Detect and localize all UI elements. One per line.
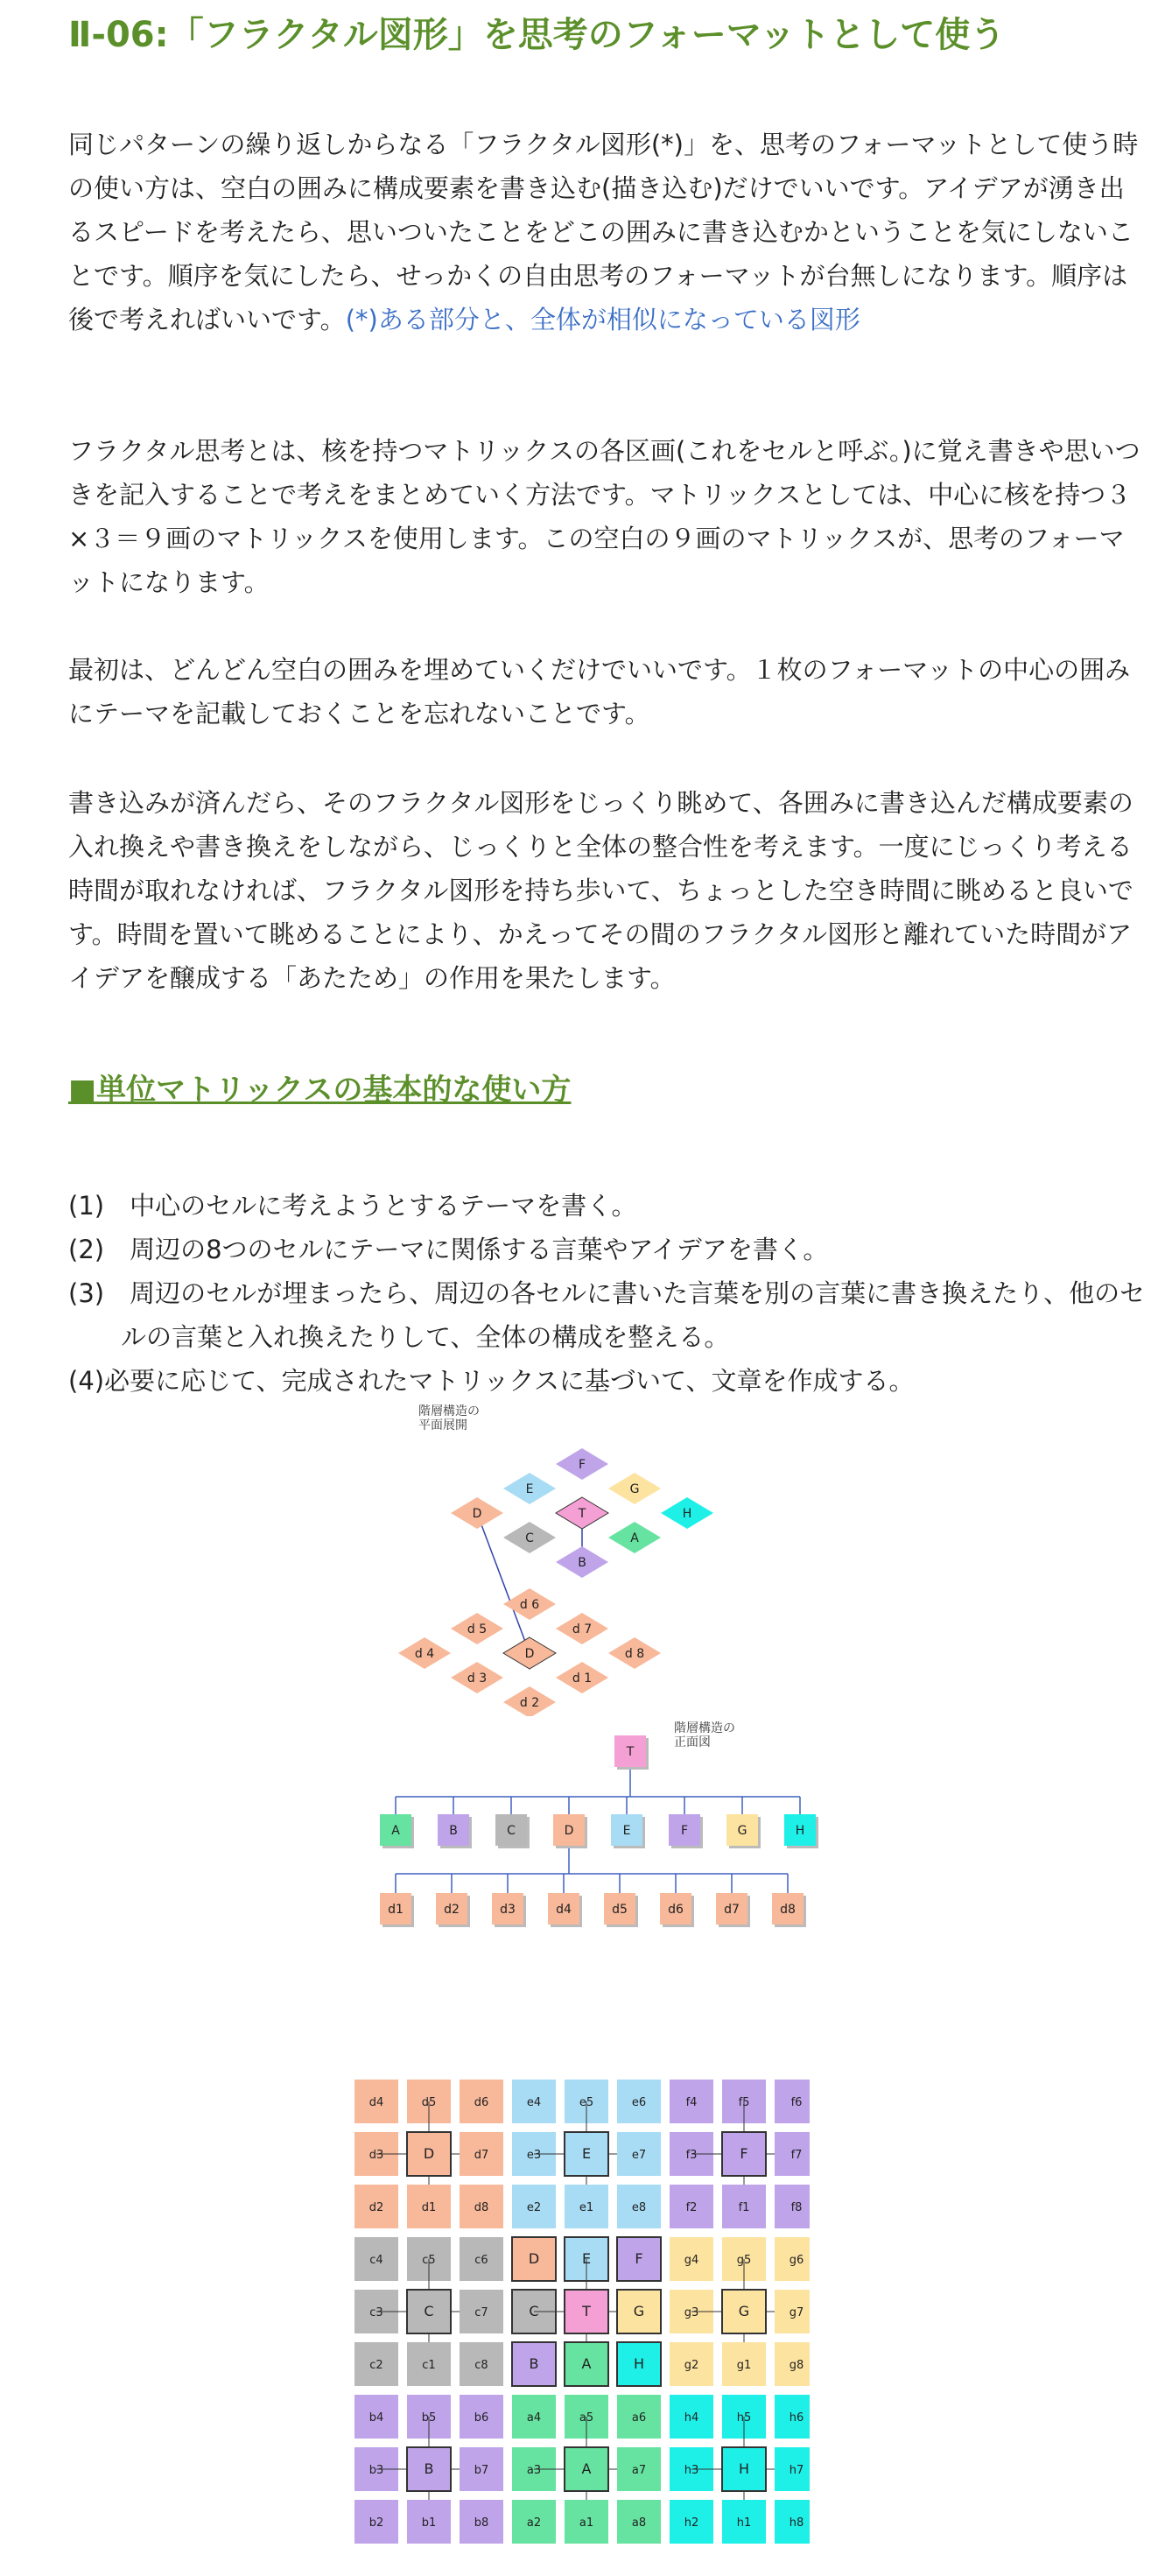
svg-text:f4: f4 xyxy=(685,2096,698,2109)
svg-text:G: G xyxy=(737,1824,747,1838)
svg-text:F: F xyxy=(680,1824,689,1838)
svg-text:d5: d5 xyxy=(421,2096,437,2109)
svg-text:A: A xyxy=(581,2460,592,2477)
svg-text:h3: h3 xyxy=(684,2464,699,2477)
svg-text:d 6: d 6 xyxy=(519,1598,540,1612)
svg-text:b5: b5 xyxy=(421,2411,437,2425)
svg-text:e5: e5 xyxy=(579,2096,594,2109)
tree-level1-node xyxy=(669,1814,703,1848)
plan-diagram-svg xyxy=(350,1401,805,1716)
tree-level2-node xyxy=(492,1893,526,1927)
svg-text:g6: g6 xyxy=(789,2254,804,2267)
svg-text:h7: h7 xyxy=(789,2464,804,2477)
svg-text:d4: d4 xyxy=(556,1903,572,1917)
matrix-cell xyxy=(460,2500,503,2544)
svg-text:T: T xyxy=(626,1745,635,1759)
svg-text:c3: c3 xyxy=(369,2306,383,2319)
svg-text:b4: b4 xyxy=(368,2411,384,2425)
tree-level1-node xyxy=(726,1814,761,1848)
svg-text:a1: a1 xyxy=(579,2516,594,2530)
plan-sub-cell xyxy=(556,1662,608,1693)
tree-level2-node xyxy=(436,1893,470,1927)
svg-text:D: D xyxy=(528,2250,540,2267)
tree-level1-node xyxy=(495,1814,530,1848)
svg-text:D: D xyxy=(423,2145,435,2162)
svg-text:a8: a8 xyxy=(631,2516,647,2530)
matrix-cell xyxy=(722,2185,766,2228)
svg-text:g8: g8 xyxy=(789,2359,804,2372)
tree-level2-node xyxy=(548,1893,582,1927)
matrix-cell xyxy=(670,2185,713,2228)
step-item: (2) 周辺の8つのセルにテーマに関係する言葉やアイデアを書く。 xyxy=(68,1235,829,1264)
matrix-cell xyxy=(775,2447,810,2491)
svg-text:d 7: d 7 xyxy=(572,1622,593,1636)
svg-text:d 1: d 1 xyxy=(572,1672,593,1686)
plan-top-cell-f xyxy=(556,1448,608,1480)
tree-shapes xyxy=(380,1735,818,1927)
matrix-cell xyxy=(775,2342,810,2386)
svg-text:g3: g3 xyxy=(684,2306,699,2319)
svg-text:H: H xyxy=(682,1507,692,1521)
svg-text:d7: d7 xyxy=(474,2149,489,2162)
svg-text:D: D xyxy=(564,1824,574,1838)
paragraph-intro xyxy=(68,123,1145,341)
svg-text:a3: a3 xyxy=(526,2464,542,2477)
svg-text:E: E xyxy=(525,1482,534,1496)
matrix-cell xyxy=(775,2080,810,2123)
matrix-cell xyxy=(354,2080,398,2123)
matrix-diagram-svg xyxy=(346,2071,810,2544)
paragraph-fractal-thinking: フラクタル思考とは、核を持つマトリックスの各区画(これをセルと呼ぶ。)に覚え書きや思いつきを記入することで考えをまとめていく方法です。マトリックスとしては、中心に核を持つ３×３＝９画のマトリックスを使用します。この空白の９画のマトリックスが、思考のフォーマットになります。 xyxy=(68,436,1140,597)
svg-text:c6: c6 xyxy=(474,2254,488,2267)
tree-level1-node xyxy=(784,1814,818,1848)
tree-level2-node xyxy=(604,1893,638,1927)
svg-text:g7: g7 xyxy=(789,2306,804,2319)
tree-level2-node xyxy=(772,1893,806,1927)
plan-caption-line1: 階層構造の xyxy=(418,1404,480,1418)
matrix-cell xyxy=(617,2447,661,2491)
matrix-cell xyxy=(512,2185,556,2228)
matrix-cell xyxy=(617,2500,661,2544)
plan-top-cell-c xyxy=(503,1522,556,1553)
matrix-cell xyxy=(617,2185,661,2228)
matrix-cell xyxy=(460,2237,503,2281)
matrix-center-cell xyxy=(617,2237,661,2281)
plan-top-cell-d xyxy=(451,1497,503,1529)
footnote-fractal-definition: (*)ある部分と、全体が相似になっている図形 xyxy=(345,305,860,334)
svg-text:A: A xyxy=(391,1824,400,1838)
svg-text:e7: e7 xyxy=(631,2149,647,2162)
matrix-cell xyxy=(722,2500,766,2544)
svg-text:d 2: d 2 xyxy=(519,1696,540,1710)
svg-text:b3: b3 xyxy=(368,2464,384,2477)
svg-text:a6: a6 xyxy=(631,2411,647,2425)
plan-sub-cell xyxy=(451,1613,503,1644)
svg-text:h8: h8 xyxy=(789,2516,804,2530)
svg-text:f6: f6 xyxy=(790,2096,803,2109)
matrix-cell xyxy=(775,2132,810,2176)
tree-level2-node xyxy=(380,1893,414,1927)
matrix-cell xyxy=(775,2237,810,2281)
svg-text:f3: f3 xyxy=(685,2149,698,2162)
plan-caption-line2: 平面展開 xyxy=(418,1418,467,1432)
matrix-cell xyxy=(617,2395,661,2439)
matrix-cell xyxy=(460,2395,503,2439)
svg-text:B: B xyxy=(578,1556,586,1570)
plan-sub-cell xyxy=(503,1588,556,1620)
matrix-cell xyxy=(460,2080,503,2123)
svg-text:E: E xyxy=(622,1824,631,1838)
plan-top-cell-h xyxy=(661,1497,713,1529)
svg-text:b2: b2 xyxy=(368,2516,384,2530)
plan-top-cell-e xyxy=(503,1473,556,1504)
svg-text:d6: d6 xyxy=(668,1903,684,1917)
page-title: Ⅱ-06:「フラクタル図形」を思考のフォーマットとして使う xyxy=(68,15,1006,55)
svg-text:a2: a2 xyxy=(526,2516,542,2530)
svg-text:B: B xyxy=(529,2355,539,2372)
svg-text:c7: c7 xyxy=(474,2306,488,2319)
svg-text:T: T xyxy=(578,1507,586,1521)
svg-text:d6: d6 xyxy=(474,2096,489,2109)
plan-sub-cell xyxy=(503,1637,556,1669)
matrix-cell xyxy=(775,2395,810,2439)
svg-text:F: F xyxy=(635,2250,643,2267)
svg-text:h6: h6 xyxy=(789,2411,804,2425)
matrix-cell xyxy=(407,2185,451,2228)
svg-text:F: F xyxy=(740,2145,748,2162)
svg-text:a5: a5 xyxy=(579,2411,594,2425)
svg-text:e8: e8 xyxy=(631,2201,647,2214)
svg-text:B: B xyxy=(449,1824,458,1838)
svg-text:f2: f2 xyxy=(685,2201,698,2214)
svg-text:c8: c8 xyxy=(474,2359,488,2372)
svg-text:C: C xyxy=(525,1531,534,1545)
svg-text:a7: a7 xyxy=(631,2464,647,2477)
svg-text:h2: h2 xyxy=(684,2516,699,2530)
matrix-shapes xyxy=(354,2080,810,2544)
plan-diagram xyxy=(350,1401,805,1716)
plan-top-cell-a xyxy=(608,1522,661,1553)
paragraph-first-step: 最初は、どんどん空白の囲みを埋めていくだけでいいです。１枚のフォーマットの中心の囲みにテーマを記載しておくことを忘れないことです。 xyxy=(68,655,1131,728)
matrix-cell xyxy=(670,2237,713,2281)
svg-text:d5: d5 xyxy=(612,1903,628,1917)
plan-top-cell-b xyxy=(556,1546,608,1578)
svg-text:d8: d8 xyxy=(474,2201,489,2214)
svg-text:H: H xyxy=(795,1824,805,1838)
matrix-cell xyxy=(512,2395,556,2439)
matrix-cell xyxy=(722,2342,766,2386)
svg-text:c5: c5 xyxy=(422,2254,436,2267)
svg-text:f8: f8 xyxy=(790,2201,803,2214)
svg-text:d2: d2 xyxy=(368,2201,384,2214)
matrix-cell xyxy=(670,2080,713,2123)
tree-level2-node xyxy=(716,1893,750,1927)
svg-text:H: H xyxy=(738,2460,750,2477)
svg-text:d 4: d 4 xyxy=(414,1647,435,1661)
matrix-cell xyxy=(460,2447,503,2491)
plan-top-cell-g xyxy=(608,1473,661,1504)
matrix-cell xyxy=(460,2185,503,2228)
matrix-cell xyxy=(775,2500,810,2544)
svg-text:E: E xyxy=(581,2145,592,2162)
matrix-cell xyxy=(354,2500,398,2544)
svg-text:h4: h4 xyxy=(684,2411,699,2425)
svg-text:b1: b1 xyxy=(421,2516,437,2530)
svg-text:g2: g2 xyxy=(684,2359,699,2372)
matrix-cell xyxy=(565,2500,608,2544)
paragraph-review: 書き込みが済んだら、そのフラクタル図形をじっくり眺めて、各囲みに書き込んだ構成要素の入れ換えや書き換えをしながら、じっくりと全体の整合性を考えます。一度にじっくり考える時間が取れなければ、フラクタル図形を持ち歩いて、ちょっとした空き時間に眺めると良いです。時間を置いて眺めることにより、かえってその間のフラクタル図形と離れていた時間がアイデアを醸成する「あたため」の作用を果たします。 xyxy=(68,788,1133,993)
matrix-cell xyxy=(354,2185,398,2228)
svg-text:e3: e3 xyxy=(526,2149,542,2162)
svg-text:D: D xyxy=(472,1507,482,1521)
svg-text:h1: h1 xyxy=(736,2516,752,2530)
svg-text:d4: d4 xyxy=(368,2096,384,2109)
svg-text:d7: d7 xyxy=(724,1903,740,1917)
matrix-cell xyxy=(670,2500,713,2544)
matrix-cell xyxy=(617,2132,661,2176)
svg-text:d 3: d 3 xyxy=(467,1672,488,1686)
steps-list xyxy=(68,1184,1154,1403)
matrix-cell xyxy=(460,2132,503,2176)
section-title: ■単位マトリックスの基本的な使い方 xyxy=(68,1073,572,1108)
matrix-cell xyxy=(565,2185,608,2228)
svg-text:f5: f5 xyxy=(738,2096,750,2109)
matrix-cell xyxy=(775,2185,810,2228)
tree-level1-node xyxy=(438,1814,472,1848)
matrix-cell xyxy=(460,2342,503,2386)
svg-text:G: G xyxy=(738,2303,750,2319)
tree-caption-line1: 階層構造の xyxy=(674,1721,735,1735)
svg-text:H: H xyxy=(633,2355,645,2372)
svg-text:D: D xyxy=(524,1647,535,1661)
svg-text:d 8: d 8 xyxy=(624,1647,645,1661)
svg-text:A: A xyxy=(630,1531,639,1545)
matrix-cell xyxy=(512,2500,556,2544)
svg-text:a4: a4 xyxy=(526,2411,542,2425)
matrix-cell xyxy=(354,2395,398,2439)
paragraph-intro-text: 同じパターンの繰り返しからなる「フラクタル図形(*)」を、思考のフォーマットとして使う時の使い方は、空白の囲みに構成要素を書き込む(描き込む)だけでいいです。アイデアが湧き出るスピードを考えたら、思いついたことをどこの囲みに書き込むかということを気にしないことです。順序を気にしたら、せっかくの自由思考のフォーマットが台無しになります。順序は後で考えればいいです。 xyxy=(68,130,1139,334)
svg-text:C: C xyxy=(529,2303,539,2319)
matrix-cell xyxy=(775,2290,810,2333)
matrix-cell xyxy=(460,2290,503,2333)
step-item: (4)必要に応じて、完成されたマトリックスに基づいて、文章を作成する。 xyxy=(68,1366,915,1396)
plan-sub-cell xyxy=(451,1662,503,1693)
plan-sub-cell xyxy=(398,1637,451,1669)
plan-sub-cell xyxy=(503,1686,556,1716)
matrix-center-cell xyxy=(565,2342,608,2386)
svg-text:f7: f7 xyxy=(790,2149,803,2162)
svg-text:E: E xyxy=(581,2250,592,2267)
tree-diagram xyxy=(350,1716,823,1944)
svg-text:A: A xyxy=(581,2355,592,2372)
plan-top-cell-t xyxy=(556,1497,608,1529)
tree-level1-node xyxy=(380,1814,414,1848)
matrix-center-cell xyxy=(617,2342,661,2386)
svg-text:d8: d8 xyxy=(780,1903,796,1917)
svg-text:C: C xyxy=(424,2303,434,2319)
tree-caption-line2: 正面図 xyxy=(674,1735,711,1749)
svg-text:d1: d1 xyxy=(388,1903,404,1917)
svg-text:f1: f1 xyxy=(738,2201,750,2214)
svg-text:g4: g4 xyxy=(684,2254,699,2267)
tree-diagram-svg xyxy=(350,1716,823,1944)
matrix-center-cell xyxy=(512,2237,556,2281)
matrix-cell xyxy=(407,2342,451,2386)
svg-text:c1: c1 xyxy=(422,2359,436,2372)
svg-text:d 5: d 5 xyxy=(467,1622,488,1636)
svg-text:d2: d2 xyxy=(444,1903,460,1917)
svg-text:B: B xyxy=(424,2460,434,2477)
svg-text:G: G xyxy=(633,2303,645,2319)
svg-text:d3: d3 xyxy=(500,1903,516,1917)
svg-text:g5: g5 xyxy=(736,2254,752,2267)
matrix-cell xyxy=(670,2342,713,2386)
svg-text:d3: d3 xyxy=(368,2149,384,2162)
matrix-diagram xyxy=(346,2071,810,2544)
svg-text:G: G xyxy=(629,1482,640,1496)
svg-text:d1: d1 xyxy=(421,2201,437,2214)
plan-sub-cell xyxy=(556,1613,608,1644)
step-item: (3) 周辺のセルが埋まったら、周辺の各セルに書いた言葉を別の言葉に書き換えたり、他のセルの言葉と入れ換えたりして、全体の構成を整える。 xyxy=(68,1278,1146,1352)
svg-text:e6: e6 xyxy=(631,2096,647,2109)
matrix-cell xyxy=(670,2395,713,2439)
step-item: (1) 中心のセルに考えようとするテーマを書く。 xyxy=(68,1191,637,1221)
tree-level1-node xyxy=(611,1814,645,1848)
matrix-cell xyxy=(617,2080,661,2123)
svg-text:c4: c4 xyxy=(369,2254,383,2267)
matrix-cell xyxy=(407,2500,451,2544)
plan-sub-cell xyxy=(608,1637,661,1669)
tree-level2-node xyxy=(660,1893,694,1927)
matrix-cell xyxy=(354,2237,398,2281)
svg-text:h5: h5 xyxy=(736,2411,752,2425)
tree-root-node xyxy=(614,1735,649,1770)
svg-text:F: F xyxy=(578,1458,586,1472)
svg-text:b6: b6 xyxy=(474,2411,489,2425)
svg-text:e2: e2 xyxy=(526,2201,542,2214)
svg-text:g1: g1 xyxy=(736,2359,752,2372)
tree-level1-node xyxy=(553,1814,587,1848)
svg-text:C: C xyxy=(507,1824,516,1838)
svg-text:b7: b7 xyxy=(474,2464,489,2477)
matrix-cell xyxy=(512,2080,556,2123)
svg-text:c2: c2 xyxy=(369,2359,383,2372)
matrix-center-cell xyxy=(512,2342,556,2386)
svg-text:e1: e1 xyxy=(579,2201,594,2214)
svg-text:b8: b8 xyxy=(474,2516,489,2530)
matrix-cell xyxy=(354,2342,398,2386)
plan-shapes xyxy=(398,1448,713,1716)
svg-text:T: T xyxy=(582,2303,591,2319)
matrix-center-cell xyxy=(617,2290,661,2333)
svg-text:e4: e4 xyxy=(526,2096,542,2109)
